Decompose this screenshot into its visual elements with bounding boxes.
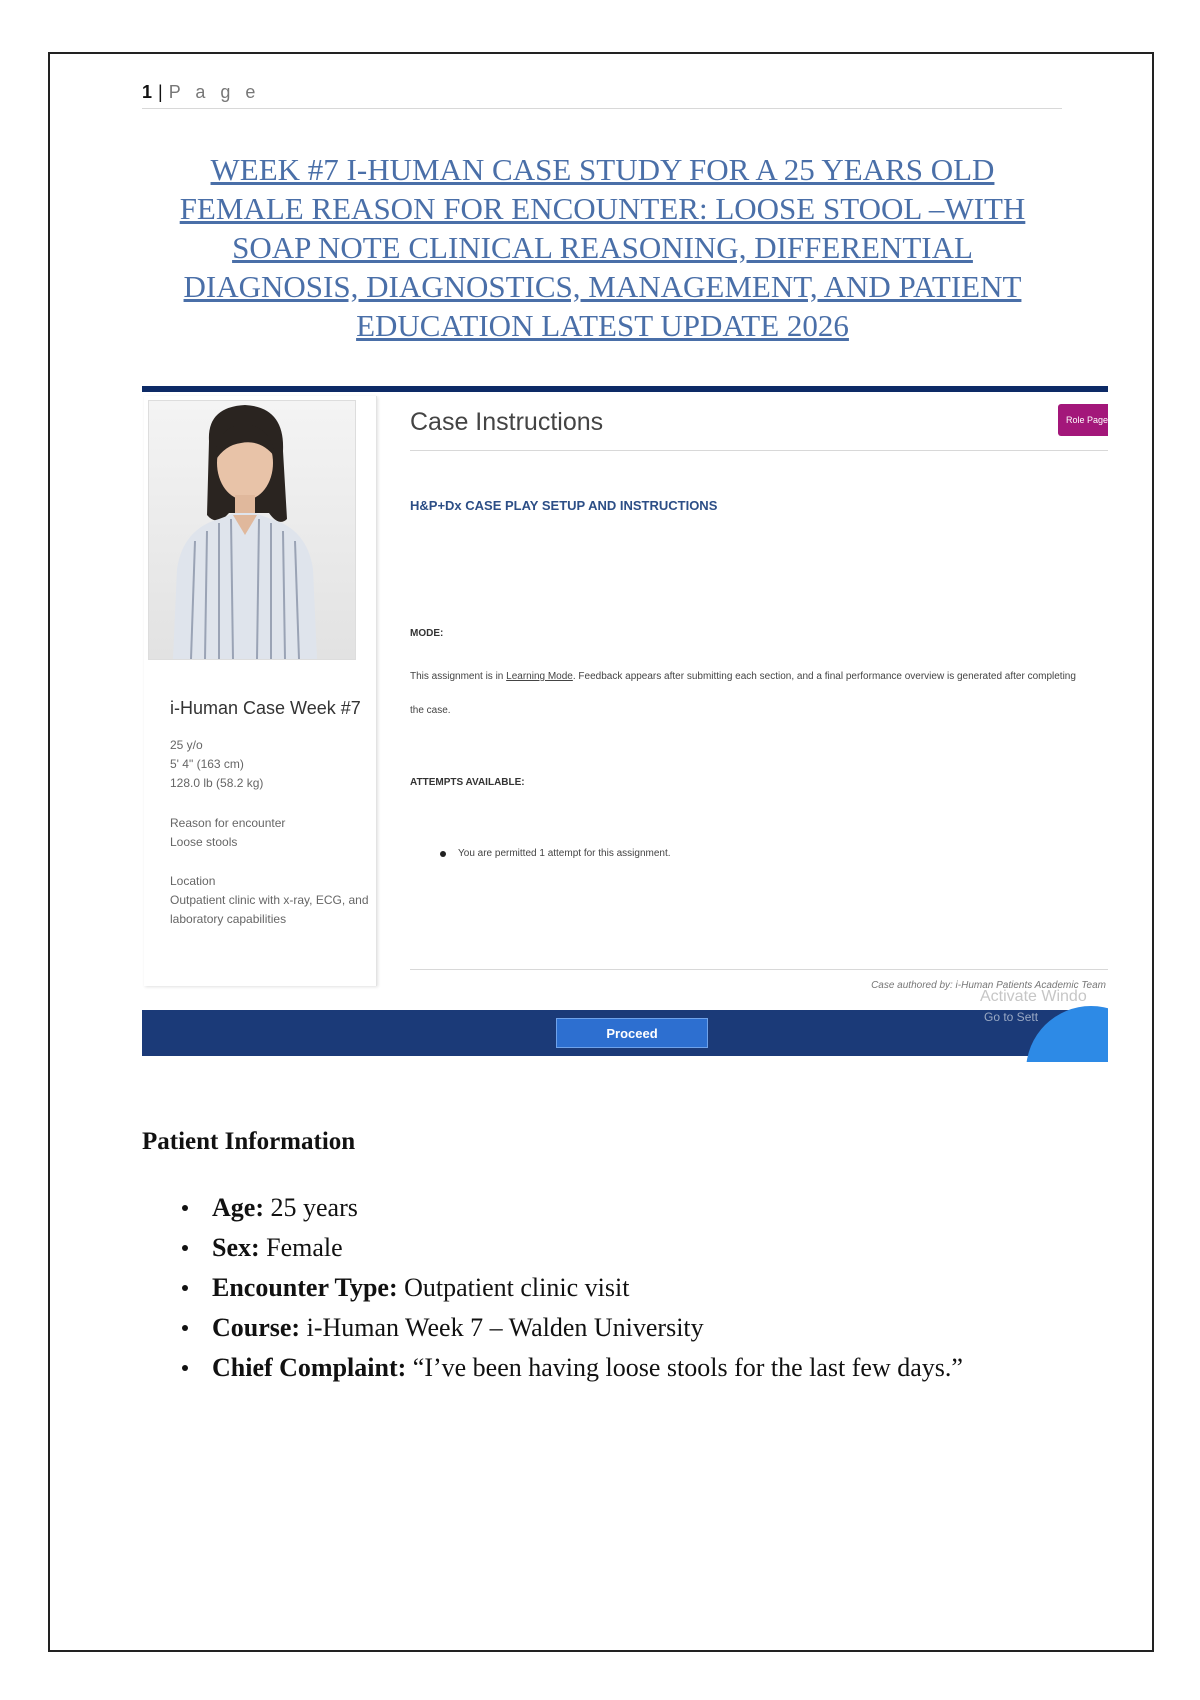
document-title[interactable] [150,150,1055,345]
bullet-icon [182,1245,188,1251]
list-item [142,1268,1102,1308]
patient-sidebar [144,396,377,986]
mode-label: MODE: [410,628,444,639]
patient-height: 5' 4" (163 cm) [170,757,244,771]
title-line[interactable]: EDUCATION LATEST UPDATE 2026 [356,308,849,343]
item-label: Sex: [212,1233,260,1262]
attempts-label: ATTEMPTS AVAILABLE: [410,777,525,788]
list-item [142,1308,1102,1348]
mode-text-continued: the case. [410,705,451,716]
patient-information-list [142,1188,1102,1388]
title-divider [410,450,1108,451]
attempts-item: You are permitted 1 attempt for this assignment. [458,848,671,859]
title-line[interactable]: DIAGNOSIS, DIAGNOSTICS, MANAGEMENT, AND PATIENT [183,269,1022,304]
title-line[interactable]: FEMALE REASON FOR ENCOUNTER: LOOSE STOOL –WITH [179,191,1026,226]
item-value: i-Human Week 7 – Walden University [300,1313,704,1342]
item-value: 25 years [263,1193,358,1222]
screenshot-top-bar [142,386,1108,392]
item-value: Female [259,1233,343,1262]
mode-text-post: . Feedback appears after submitting each section, and a final performance overview is generated after completing [572,671,1076,682]
list-item [142,1228,1102,1268]
role-page-button[interactable]: Role Page [1058,404,1108,436]
bullet-icon [182,1325,188,1331]
item-label: Encounter Type: [212,1273,398,1302]
bullet-icon [182,1205,188,1211]
mode-text [410,671,1076,682]
item-label: Age: [212,1193,264,1222]
bullet-icon [182,1285,188,1291]
page-label: P a g e [168,82,261,102]
bullet-icon [182,1365,188,1371]
list-item [142,1348,1102,1388]
patient-avatar-illustration [149,401,355,659]
proceed-button[interactable]: Proceed [556,1018,708,1048]
reason-label: Reason for encounter [170,816,286,830]
item-label: Chief Complaint: [212,1353,407,1382]
case-screenshot [142,386,1108,1062]
patient-information-heading: Patient Information [142,1128,356,1155]
patient-avatar [148,400,356,660]
page-number: 1 [142,82,153,102]
mode-text-pre: This assignment is in [410,671,507,682]
item-value: Outpatient clinic visit [397,1273,630,1302]
patient-weight: 128.0 lb (58.2 kg) [170,776,264,790]
bottom-divider [410,969,1108,970]
activate-windows-watermark: Activate Windo [980,988,1087,1005]
list-item [142,1188,1102,1228]
location-value: Outpatient clinic with x-ray, ECG, and [170,893,369,907]
learning-mode-link[interactable]: Learning Mode [506,671,573,682]
page-header [142,82,1062,109]
setup-heading: H&P+Dx CASE PLAY SETUP AND INSTRUCTIONS [410,498,718,513]
title-line[interactable]: WEEK #7 I-HUMAN CASE STUDY FOR A 25 YEARS OLD [210,152,995,187]
title-line[interactable]: SOAP NOTE CLINICAL REASONING, DIFFERENTIAL [232,230,973,265]
go-to-settings-watermark: Go to Sett [984,1010,1039,1024]
location-value: laboratory capabilities [170,912,287,926]
authored-by: Case authored by: i-Human Patients Academic Team [871,980,1106,991]
page-separator: | [158,82,163,102]
item-value: “I’ve been having loose stools for the last few days.” [406,1353,963,1382]
case-name: i-Human Case Week #7 [170,698,361,718]
case-instructions-title: Case Instructions [410,408,604,436]
patient-age: 25 y/o [170,738,203,752]
attempts-bullet [440,851,446,857]
reason-value: Loose stools [170,835,238,849]
item-label: Course: [212,1313,301,1342]
location-label: Location [170,874,216,888]
